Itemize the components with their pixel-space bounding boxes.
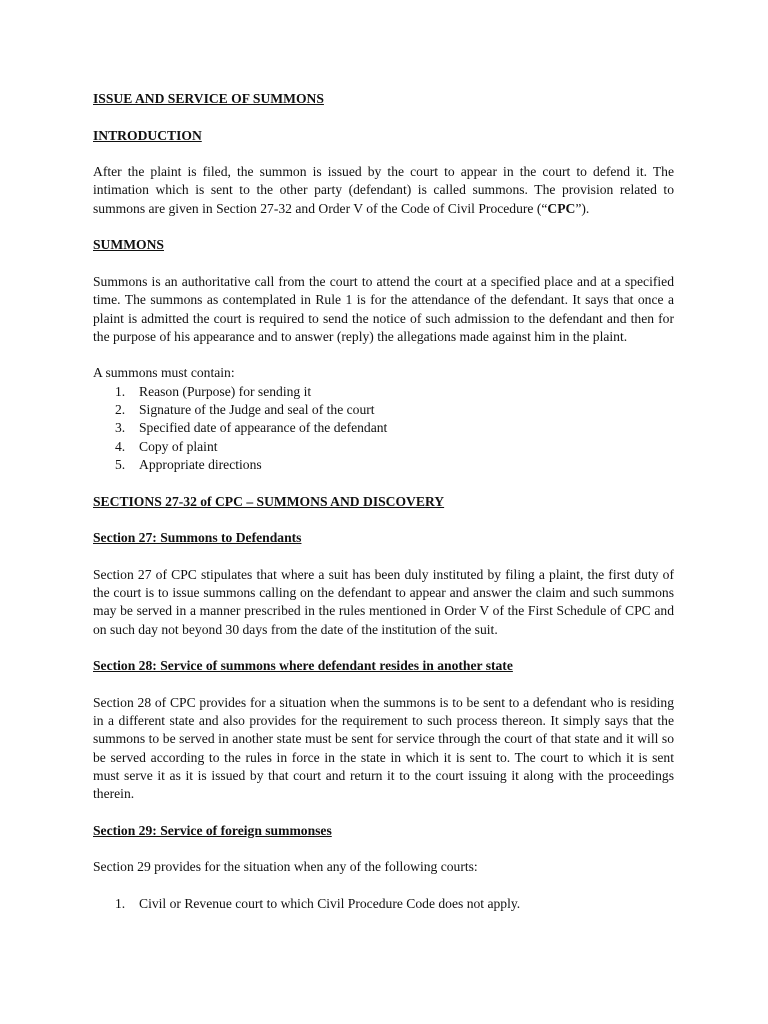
document-page <box>93 90 674 913</box>
summons-heading: SUMMONS <box>93 237 164 253</box>
list-item-text: Civil or Revenue court to which Civil Procedure Code does not apply. <box>139 896 521 912</box>
list-number: 1. <box>115 896 126 912</box>
list-item <box>93 895 674 913</box>
list-item <box>93 401 674 419</box>
list-number: 5. <box>115 456 126 472</box>
list-item-text: Specified date of appearance of the defendant <box>139 420 388 436</box>
list-number: 4. <box>115 438 126 454</box>
document-title: ISSUE AND SERVICE OF SUMMONS <box>93 91 324 106</box>
section-27-paragraph: Section 27 of CPC stipulates that where a suit has been duly instituted by filing a plaint, the first duty of the court is to issue summons calling on the defendant to appear and answer the claim and such summons may be served in a manner prescribed in the rules mentioned in Order V of the First Schedule of CPC and on such day not beyond 30 days from the date of the institution of the suit. <box>93 566 674 637</box>
summons-list-intro: A summons must contain: <box>93 365 235 381</box>
section-29-courts-list <box>93 895 674 913</box>
list-item-text: Copy of plaint <box>139 438 218 454</box>
introduction-heading: INTRODUCTION <box>93 127 202 143</box>
list-item-text: Reason (Purpose) for sending it <box>139 383 312 399</box>
cpc-abbreviation: CPC <box>547 200 576 216</box>
list-item <box>93 438 674 456</box>
section-29-heading: Section 29: Service of foreign summonses <box>93 822 332 838</box>
list-item-text: Signature of the Judge and seal of the court <box>139 402 375 418</box>
list-item-text: Appropriate directions <box>139 456 262 472</box>
summons-paragraph: Summons is an authoritative call from the court to attend the court at a specified place and at a specified time. The summons as contemplated in Rule 1 is for the attendance of the defendant. It says that once a plaint is admitted the court is required to send the notice of such admission to the defendant and then for the purpose of his appearance and to answer (reply) the allegations made against him in the plaint. <box>93 273 674 344</box>
introduction-paragraph <box>93 163 674 218</box>
section-28-heading: Section 28: Service of summons where defendant resides in another state <box>93 658 513 674</box>
list-item <box>93 456 674 474</box>
introduction-text-end: ”). <box>575 200 590 216</box>
section-28-paragraph: Section 28 of CPC provides for a situation when the summons is to be sent to a defendant who is residing in a different state and also provides for the requirement to such process thereon. It simply says that the summons to be served in another state must be sent for service through the court of that state and it will so be served according to the rules in force in the state in which it is sent to. The court to which it is sent must serve it as it is issued by that court and return it to the court issuing it along with the proceedings therein. <box>93 694 674 802</box>
section-29-paragraph: Section 29 provides for the situation when any of the following courts: <box>93 859 478 875</box>
list-number: 2. <box>115 402 126 418</box>
sections-heading: SECTIONS 27-32 of CPC – SUMMONS AND DISCOVERY <box>93 493 445 509</box>
list-item <box>93 419 674 437</box>
list-number: 3. <box>115 420 126 436</box>
introduction-text: After the plaint is filed, the summon is issued by the court to appear in the court to defend it. The intimation which is sent to the other party (defendant) is called summons. The provision related to summons are given in Section 27-32 and Order V of the Code of Civil Procedure (“ <box>93 164 674 216</box>
section-27-heading: Section 27: Summons to Defendants <box>93 530 302 546</box>
summons-contents-list <box>93 383 674 474</box>
list-number: 1. <box>115 383 126 399</box>
list-item <box>93 383 674 401</box>
